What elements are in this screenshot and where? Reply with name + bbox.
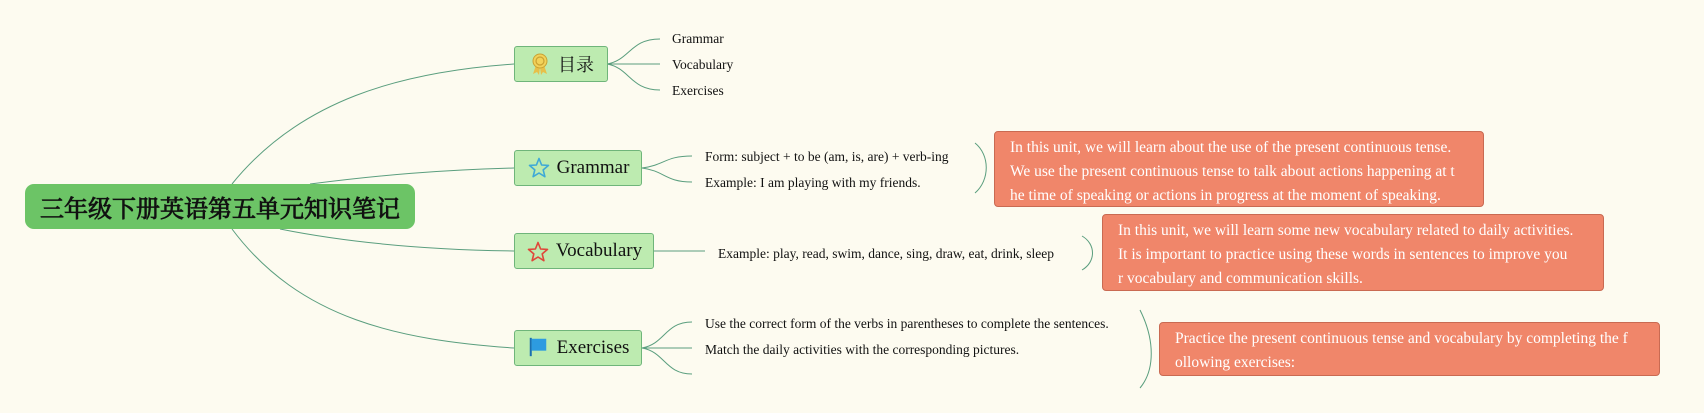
vocabulary-note-line-2: It is important to practice using these words in sentences to improve you	[1118, 246, 1568, 263]
branch-vocabulary[interactable]	[514, 233, 654, 269]
grammar-item-form[interactable]: Form: subject + to be (am, is, are) + verb-ing	[705, 149, 949, 164]
star-outline-icon	[526, 239, 550, 263]
branch-toc[interactable]	[514, 46, 608, 82]
exercises-item-verbs[interactable]: Use the correct form of the verbs in parentheses to complete the sentences.	[705, 316, 1109, 331]
connector-root-vocabulary	[280, 229, 514, 251]
exercises-note-line-2: ollowing exercises:	[1175, 354, 1296, 371]
exercises-summary-note[interactable]	[1159, 322, 1660, 376]
exercises-summary-bracket	[1140, 310, 1151, 388]
toc-item-exercises[interactable]: Exercises	[672, 83, 724, 98]
grammar-note-line-3: he time of speaking or actions in progress at the moment of speaking.	[1010, 187, 1441, 204]
connector-toc-exercises	[607, 64, 660, 90]
vocabulary-summary-note[interactable]	[1102, 214, 1604, 291]
grammar-note-line-1: In this unit, we will learn about the use of the present continuous tense.	[1010, 139, 1452, 156]
connector-exercises-item-3	[642, 348, 692, 374]
connector-root-toc	[232, 64, 514, 184]
star-outline-icon	[527, 156, 551, 180]
toc-item-vocabulary[interactable]: Vocabulary	[672, 57, 734, 72]
connector-root-grammar	[310, 168, 514, 184]
flag-icon	[527, 336, 551, 360]
grammar-summary-bracket	[975, 143, 986, 193]
branch-toc-label: 目录	[558, 55, 594, 76]
connector-exercises-item-1	[642, 322, 692, 348]
exercises-note-line-1: Practice the present continuous tense and vocabulary by completing the f	[1175, 330, 1628, 347]
grammar-summary-note[interactable]	[994, 131, 1484, 207]
connector-grammar-item-2	[642, 168, 692, 182]
branch-exercises-label: Exercises	[556, 337, 630, 358]
award-ribbon-icon	[528, 52, 552, 76]
exercises-item-match[interactable]: Match the daily activities with the corresponding pictures.	[705, 342, 1020, 357]
grammar-note-line-2: We use the present continuous tense to talk about actions happening at t	[1010, 163, 1455, 180]
vocabulary-note-line-3: r vocabulary and communication skills.	[1118, 270, 1363, 287]
connector-grammar-item-1	[642, 156, 692, 168]
vocabulary-item-example[interactable]: Example: play, read, swim, dance, sing, draw, eat, drink, sleep	[718, 246, 1055, 261]
branch-vocabulary-label: Vocabulary	[555, 240, 643, 261]
vocabulary-note-line-1: In this unit, we will learn some new vocabulary related to daily activities.	[1118, 222, 1574, 239]
central-topic-title: 三年级下册英语第五单元知识笔记	[40, 195, 400, 223]
vocabulary-summary-bracket	[1082, 236, 1093, 270]
connector-toc-grammar	[607, 39, 660, 64]
branch-exercises[interactable]	[514, 330, 642, 366]
grammar-item-example[interactable]: Example: I am playing with my friends.	[705, 175, 921, 190]
central-topic[interactable]	[25, 184, 415, 229]
toc-item-grammar[interactable]: Grammar	[672, 31, 724, 46]
branch-grammar[interactable]	[514, 150, 642, 186]
connector-root-exercises	[232, 229, 514, 348]
branch-grammar-label: Grammar	[556, 157, 630, 178]
